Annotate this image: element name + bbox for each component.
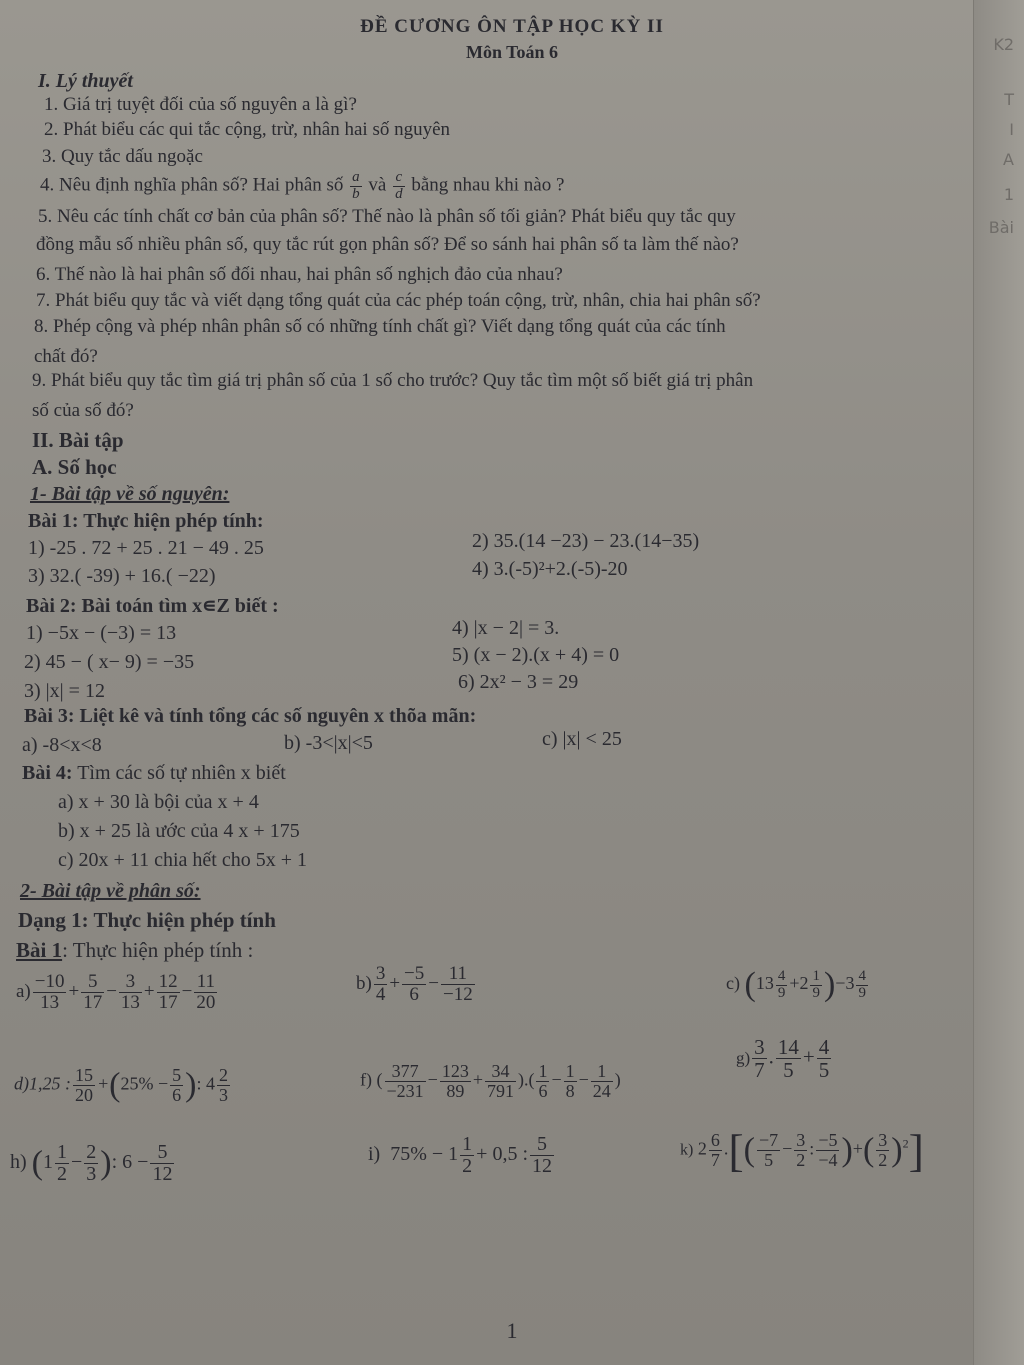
exercise-item: 3) |x| = 12 (24, 680, 105, 702)
exercise-item: a) -8<x<8 (22, 734, 102, 756)
expr-h: h) (1 $\frac{1}{2}$ − $\frac{2}{3}$ ): 6 − $\frac{5}{12}$ (10, 1141, 173, 1185)
theory-question: 5. Nêu các tính chất cơ bản của phân số? Thế nào là phân số tối giản? Phát biểu quy tắc quy (38, 206, 736, 227)
exercise-item: 5) (x − 2).(x + 4) = 0 (452, 644, 620, 666)
section-exercises-heading: II. Bài tập (32, 428, 124, 452)
exercise-label-rest: : Thực hiện phép tính : (62, 938, 254, 962)
part-heading: 1- Bài tập về số nguyên: (30, 483, 230, 505)
margin-note: T (1004, 90, 1014, 109)
part-heading: 2- Bài tập về phân số: (20, 880, 201, 902)
exercise-title: Bài 3: Liệt kê và tính tổng các số nguyên x thõa mãn: (24, 705, 477, 727)
theory-question: 6. Thế nào là hai phân số đối nhau, hai phân số nghịch đảo của nhau? (36, 264, 563, 285)
expr-k: k) 2 $\frac{6}{7}$ .[( $\frac{-7}{5}$ − $\frac{3}{2}$ : $\frac{-5}{-4}$ )+( $\frac{3}{2}$ )$^2$] (680, 1125, 924, 1176)
subsection-heading: A. Số học (32, 455, 117, 479)
exercise-title: Bài 2: Bài toán tìm x∊Z biết : (26, 595, 279, 617)
exercise-item: 1) -25 . 72 + 25 . 21 − 49 . 25 (28, 537, 264, 559)
exercise-item: 3) 32.( -39) + 16.( −22) (28, 565, 216, 587)
page-number: 1 (506, 1318, 518, 1343)
theory-question-4 (40, 170, 564, 203)
form-heading: Dạng 1: Thực hiện phép tính (18, 908, 276, 932)
theory-question: 2. Phát biểu các qui tắc cộng, trừ, nhân hai số nguyên (44, 119, 451, 140)
exercise-label: Bài 1 (16, 938, 63, 962)
fraction: $\frac{c}{d}$ (395, 169, 403, 202)
exercise-item: 4) |x − 2| = 3. (452, 617, 560, 639)
theory-question: 3. Quy tắc dấu ngoặc (42, 146, 203, 167)
adjacent-page-edge (973, 0, 1024, 1365)
exercise-title: Bài 1: Thực hiện phép tính: (28, 510, 264, 532)
margin-note: Bài (988, 218, 1014, 237)
document-title: ĐỀ CƯƠNG ÔN TẬP HỌC KỲ II (360, 16, 664, 37)
exercise-title-fraction (16, 938, 253, 963)
exercise-item: 1) −5x − (−3) = 13 (26, 622, 177, 644)
exercise-title-4 (22, 762, 286, 785)
document-subtitle: Môn Toán 6 (465, 42, 559, 62)
expr-c: c) (13 $\frac{4}{9}$ +2 $\frac{1}{9}$ )−3 $\frac{4}{9}$ (726, 966, 866, 1003)
exercise-item: c) 20x + 11 chia hết cho 5x + 1 (58, 849, 307, 871)
exercise-item: a) x + 30 là bội của x + 4 (58, 791, 259, 813)
section-theory-heading: I. Lý thuyết (38, 70, 133, 92)
margin-note: 1 (1003, 185, 1014, 204)
theory-question: số của số đó? (32, 400, 134, 421)
exercise-item: 2) 45 − ( x− 9) = −35 (24, 651, 195, 673)
exercise-item: 4) 3.(-5)²+2.(-5)-20 (472, 558, 628, 580)
theory-question: 9. Phát biểu quy tắc tìm giá trị phân số của 1 số cho trước? Quy tắc tìm một số biết giá trị phân (32, 370, 754, 391)
exercise-item: 6) 2x² − 3 = 29 (458, 671, 579, 693)
theory-question: 7. Phát biểu quy tắc và viết dạng tổng quát của các phép toán cộng, trừ, nhân, chia hai phân số? (36, 290, 761, 311)
exercise-label: Bài 4: (22, 762, 73, 784)
fraction: $\frac{a}{b}$ (352, 169, 360, 202)
margin-note: A (1003, 150, 1014, 169)
expr-g: g) $\frac{3}{7}$ . $\frac{14}{5}$ + $\frac{4}{5}$ (736, 1035, 830, 1083)
exercise-label-rest: Tìm các số tự nhiên x biết (72, 762, 286, 784)
expr-i: i) 75% − 1 $\frac{1}{2}$ + 0,5 : $\frac{5}{12}$ (368, 1133, 553, 1177)
theory-question: 1. Giá trị tuyệt đối của số nguyên a là gì? (44, 94, 357, 115)
exercise-item: b) -3<|x|<5 (284, 732, 373, 754)
expr-f: f) ( $\frac{377}{-231}$ − $\frac{123}{89}$ + $\frac{34}{791}$ ).( $\frac{1}{6}$ − $\frac{1}{8}$ − $\frac{1}{24}$ ) (360, 1061, 621, 1101)
q4-text-end: bằng nhau khi nào ? (411, 174, 565, 196)
exercise-item: b) x + 25 là ước của 4 x + 175 (58, 820, 300, 842)
q4-text: 4. Nêu định nghĩa phân số? Hai phân số (40, 174, 344, 196)
theory-question: 8. Phép cộng và phép nhân phân số có những tính chất gì? Viết dạng tổng quát của các tính (34, 316, 726, 337)
exercise-item: 2) 35.(14 −23) − 23.(14−35) (472, 530, 700, 552)
exercise-item: c) |x| < 25 (542, 728, 622, 750)
theory-question: chất đó? (34, 346, 98, 367)
margin-note: I (1009, 120, 1014, 139)
expr-d: d)1,25 : $\frac{15}{20}$ +(25% − $\frac{5}{6}$ ): 4 $\frac{2}{3}$ (14, 1065, 228, 1105)
q4-and: và (368, 174, 387, 196)
margin-note: K2 (993, 35, 1014, 54)
expr-a: a) $\frac{-10}{13}$ + $\frac{5}{17}$ − $\frac{3}{13}$ + $\frac{12}{17}$ − $\frac{11}{20}$ (16, 971, 216, 1013)
expr-b: b) $\frac{3}{4}$ + $\frac{-5}{6}$ − $\frac{11}{-12}$ (356, 963, 473, 1005)
theory-question: đồng mẫu số nhiều phân số, quy tắc rút gọn phân số? Để so sánh hai phân số ta làm thế nào? (36, 234, 739, 255)
